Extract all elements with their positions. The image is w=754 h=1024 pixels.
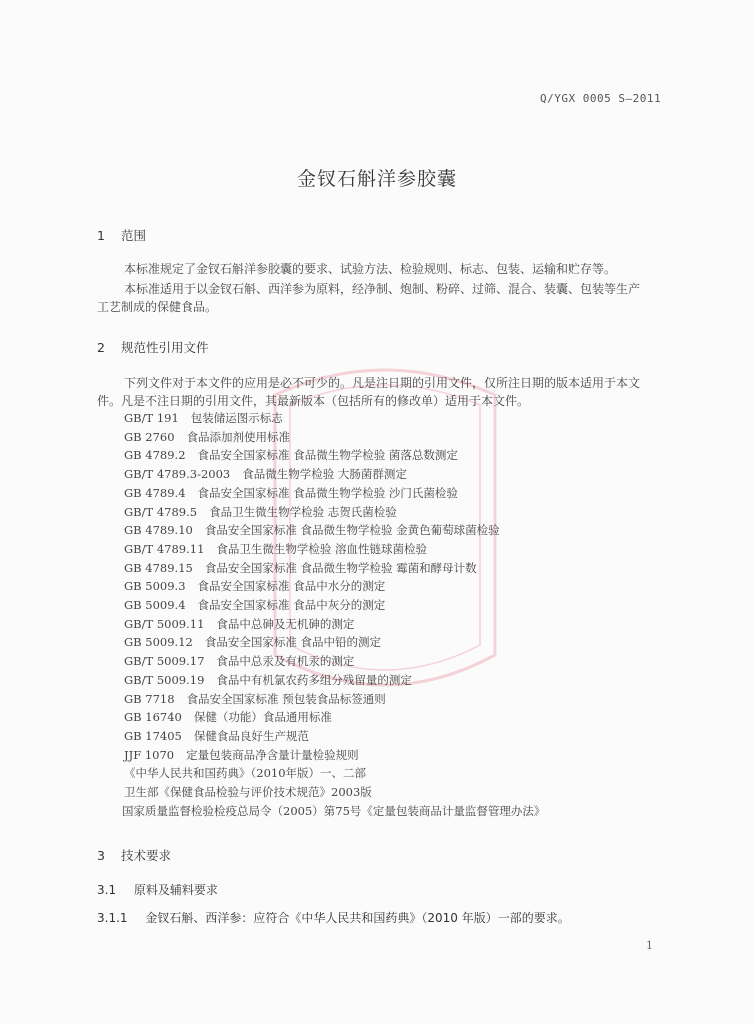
reference-code: GB/T 4789.3-2003 (124, 467, 231, 482)
section-2-intro-line-2: 件。凡是不注日期的引用文件，其最新版本（包括所有的修改单）适用于本文件。 (97, 394, 530, 408)
reference-item (124, 765, 366, 781)
subsection-text: 金钗石斛、西洋参：应符合《中华人民共和国药典》（2010 年版）一部的要求。 (145, 911, 570, 925)
section-1-para-2-line-1: 本标准适用于以金钗石斛、西洋参为原料，经净制、炮制、粉碎、过筛、混合、装囊、包装等生产 (124, 282, 641, 296)
section-title: 技术要求 (120, 848, 171, 863)
section-number: 3 (97, 848, 105, 863)
reference-code: GB/T 5009.17 (124, 654, 205, 669)
reference-item (124, 747, 359, 763)
reference-item (124, 616, 354, 632)
reference-code: GB 2760 (124, 429, 175, 444)
reference-title: 食品安全国家标准 预包装食品标签通则 (186, 691, 386, 706)
section-1-heading (97, 226, 146, 244)
reference-item (124, 578, 385, 594)
reference-title: 食品安全国家标准 食品中灰分的测定 (197, 598, 386, 612)
reference-title: 保健食品良好生产规范 (193, 728, 309, 743)
reference-title: 《中华人民共和国药典》（2010年版）一、二部 (124, 766, 367, 781)
reference-item (124, 560, 477, 576)
reference-item (124, 410, 283, 426)
reference-item (124, 784, 372, 800)
reference-item (124, 447, 458, 463)
page-number: 1 (646, 939, 653, 952)
subsection-3-1-1 (97, 909, 570, 926)
reference-item (124, 653, 354, 669)
reference-title: 保健（功能）食品通用标准 (193, 710, 332, 725)
reference-title: 食品安全国家标准 食品中铅的测定 (204, 635, 382, 650)
subsection-title: 原料及辅料要求 (133, 883, 218, 897)
reference-item (124, 728, 309, 744)
reference-item (124, 429, 290, 445)
reference-item (124, 691, 386, 707)
document-code: Q/YGX 0005 S—2011 (540, 92, 662, 105)
section-title: 规范性引用文件 (120, 340, 209, 355)
reference-title: 国家质量监督检验检疫总局令（2005）第75号《定量包装商品计量监督管理办法》 (122, 803, 546, 818)
reference-code: GB 5009.12 (124, 635, 193, 650)
reference-title: 食品安全国家标准 食品微生物学检验 金黄色葡萄球菌检验 (204, 523, 500, 538)
section-1-para-1: 本标准规定了金钗石斛洋参胶囊的要求、试验方法、检验规则、标志、包装、运输和贮存等。 (124, 262, 617, 276)
reference-code: GB 4789.2 (124, 448, 186, 463)
reference-code: GB 4789.10 (124, 523, 193, 538)
section-2-heading (97, 338, 209, 356)
section-2-intro-line-1: 下列文件对于本文件的应用是必不可少的。凡是注日期的引用文件，仅所注日期的版本适用于本文 (124, 376, 641, 390)
reference-title: 食品卫生微生物学检验 溶血性链球菌检验 (216, 541, 428, 556)
reference-title: 食品添加剂使用标准 (186, 429, 291, 444)
reference-item (124, 709, 332, 725)
section-number: 2 (97, 340, 105, 355)
reference-code: GB 16740 (124, 710, 182, 725)
reference-item (122, 803, 545, 819)
section-number: 1 (97, 228, 105, 243)
section-3-heading (97, 846, 171, 864)
reference-code: GB 7718 (124, 691, 175, 706)
reference-title: 包装储运图示标志 (190, 411, 283, 425)
subsection-number: 3.1.1 (97, 911, 128, 925)
reference-title: 食品安全国家标准 食品微生物学检验 沙门氏菌检验 (197, 485, 458, 500)
reference-item (124, 672, 412, 688)
reference-code: GB 5009.4 (124, 598, 186, 612)
reference-code: GB 17405 (124, 728, 182, 743)
reference-code: GB 4789.15 (124, 560, 193, 575)
reference-title: 食品安全国家标准 食品微生物学检验 菌落总数测定 (197, 448, 458, 463)
subsection-number: 3.1 (97, 883, 117, 897)
reference-item (124, 522, 500, 538)
reference-item (124, 466, 407, 482)
reference-item (124, 485, 458, 501)
reference-title: 食品中有机氯农药多组分残留量的测定 (216, 672, 412, 687)
reference-item (124, 504, 397, 520)
reference-code: GB 5009.3 (124, 579, 186, 594)
reference-title: 卫生部《保健食品检验与评价技术规范》2003版 (124, 785, 372, 799)
reference-title: 食品安全国家标准 食品中水分的测定 (197, 579, 386, 594)
reference-code: GB 4789.4 (124, 485, 186, 500)
reference-title: 食品中总汞及有机汞的测定 (216, 654, 355, 669)
reference-title: 定量包装商品净含量计量检验规则 (186, 747, 359, 762)
reference-code: GB/T 191 (124, 411, 179, 425)
reference-title: 食品微生物学检验 大肠菌群测定 (242, 467, 407, 482)
section-1-para-2-line-2: 工艺制成的保健食品。 (97, 300, 218, 314)
reference-code: GB/T 4789.5 (124, 504, 198, 519)
subsection-3-1 (97, 881, 218, 898)
reference-item (124, 541, 427, 557)
reference-item (124, 634, 381, 650)
reference-code: GB/T 5009.19 (124, 672, 205, 687)
reference-code: GB/T 4789.11 (124, 541, 205, 556)
reference-code: GB/T 5009.11 (124, 616, 205, 631)
reference-item (124, 597, 385, 613)
reference-title: 食品中总砷及无机砷的测定 (216, 616, 355, 631)
section-title: 范围 (120, 228, 146, 243)
reference-title: 食品卫生微生物学检验 志贺氏菌检验 (209, 504, 397, 519)
reference-code: JJF 1070 (124, 747, 175, 762)
reference-title: 食品安全国家标准 食品微生物学检验 霉菌和酵母计数 (204, 560, 477, 575)
document-title: 金钗石斛洋参胶囊 (296, 168, 457, 190)
